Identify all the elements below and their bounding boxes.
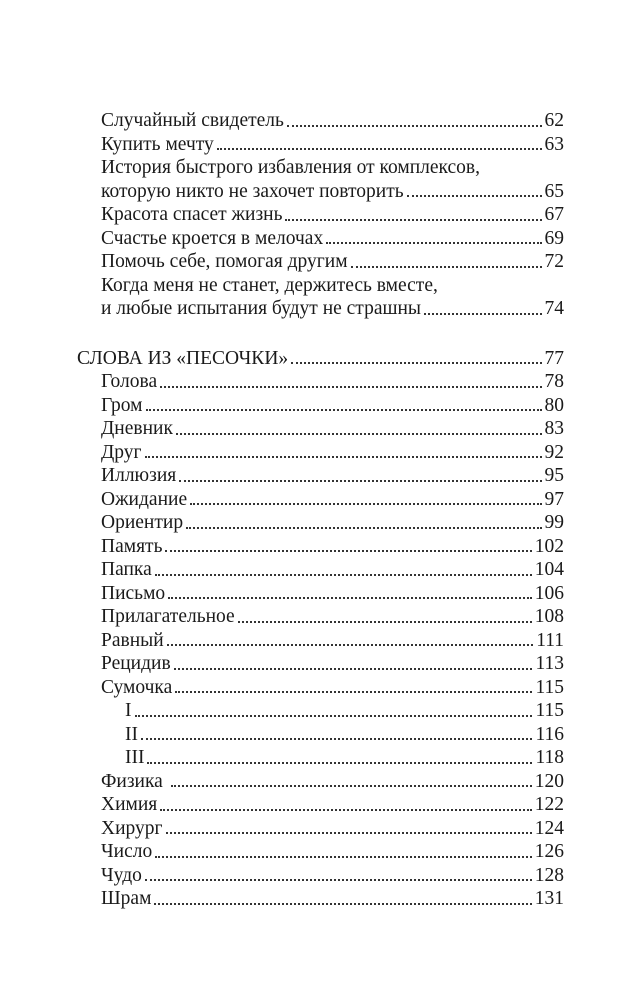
toc-entry-page: 126 xyxy=(534,841,564,862)
dot-leader xyxy=(168,597,532,599)
toc-entry-page: 122 xyxy=(534,794,564,815)
toc-entry xyxy=(0,676,564,700)
toc-entry xyxy=(0,180,564,204)
toc-entry-title: Иллюзия xyxy=(101,465,177,486)
toc-entry-title: Хирург xyxy=(101,817,163,839)
toc-subentry-page: 118 xyxy=(535,747,564,768)
toc-chapter-page: 77 xyxy=(544,347,564,369)
toc-entry-page: 92 xyxy=(544,441,564,463)
toc-entry-page: 104 xyxy=(534,559,564,580)
toc-entry-page: 62 xyxy=(544,110,564,131)
dot-leader xyxy=(326,242,541,244)
toc-entry-page: 99 xyxy=(544,512,564,533)
toc-entry xyxy=(0,652,564,676)
dot-leader xyxy=(176,433,542,435)
toc-entry xyxy=(0,488,564,512)
toc-entry-title-line1: История быстрого избавления от комплексов, xyxy=(101,157,481,178)
toc-entry-title: Голова xyxy=(101,371,158,392)
toc-entry-page: 63 xyxy=(544,133,564,155)
toc-entry xyxy=(0,464,564,488)
dot-leader xyxy=(141,738,532,740)
section-gap xyxy=(0,321,635,347)
toc-entry-title: Письмо xyxy=(101,582,166,604)
dot-leader xyxy=(160,386,541,388)
toc-subentry-title: II xyxy=(125,723,138,745)
toc-entry-page: 65 xyxy=(544,180,564,202)
toc-chapter xyxy=(0,347,564,371)
toc-entry-title: Ориентир xyxy=(101,512,184,533)
toc-entry-line1 xyxy=(0,274,564,298)
toc-entry-page: 83 xyxy=(544,418,564,439)
toc-entry-page: 113 xyxy=(535,653,564,674)
toc-subentry-page: 116 xyxy=(535,723,564,745)
dot-leader xyxy=(407,195,542,197)
dot-leader xyxy=(165,550,531,552)
dot-leader xyxy=(291,362,541,364)
dot-leader xyxy=(287,125,542,127)
dot-leader xyxy=(285,219,541,221)
toc-entry-page: 106 xyxy=(534,582,564,604)
toc-entry-page: 120 xyxy=(534,770,564,792)
toc-entry-page: 69 xyxy=(544,227,564,249)
toc-chapter-title: СЛОВА ИЗ «ПЕСОЧКИ» xyxy=(77,347,289,369)
toc-entry-title: Рецидив xyxy=(101,653,171,674)
toc-subentry-title: I xyxy=(125,700,132,721)
dot-leader xyxy=(424,313,541,315)
dot-leader xyxy=(179,480,541,482)
toc-entry xyxy=(0,582,564,606)
toc-entry xyxy=(0,511,564,535)
toc-entry-line1 xyxy=(0,156,564,180)
dot-leader xyxy=(167,644,534,646)
toc-entry xyxy=(0,864,564,888)
toc-entry xyxy=(0,109,564,133)
dot-leader xyxy=(166,832,532,834)
toc-entry-title: Помочь себе, помогая другим xyxy=(101,251,348,272)
toc-entry-page: 128 xyxy=(534,864,564,886)
dot-leader xyxy=(145,879,532,881)
toc-entry-title: Красота спасет жизнь xyxy=(101,204,283,225)
toc-entry-page: 95 xyxy=(544,465,564,486)
toc-entry-page: 74 xyxy=(544,298,564,319)
toc-entry-title: Сумочка xyxy=(101,676,173,698)
dot-leader xyxy=(160,809,531,811)
toc-entry xyxy=(0,203,564,227)
toc-entry xyxy=(0,227,564,251)
toc-entry-title: Число xyxy=(101,841,153,862)
toc-entry xyxy=(0,887,564,911)
toc-entry-title: Друг xyxy=(101,441,142,463)
toc-entry xyxy=(0,840,564,864)
toc-subentry xyxy=(0,723,564,747)
toc-entry-title: и любые испытания будут не страшны xyxy=(101,298,422,319)
toc-entry-title: Прилагательное xyxy=(101,606,235,627)
toc-entry-title: Ожидание xyxy=(101,488,188,510)
toc-entry-title: Папка xyxy=(101,559,152,580)
dot-leader xyxy=(155,574,532,576)
toc-entry xyxy=(0,417,564,441)
dot-leader xyxy=(186,527,541,529)
toc-entry xyxy=(0,133,564,157)
dot-leader xyxy=(190,503,541,505)
toc-entry-page: 111 xyxy=(536,629,564,651)
toc-entry xyxy=(0,441,564,465)
dot-leader xyxy=(154,903,531,905)
toc-entry-page: 124 xyxy=(534,817,564,839)
toc-entry-title-line1: Когда меня не станет, держитесь вместе, xyxy=(101,274,438,296)
toc-entry-page: 97 xyxy=(544,488,564,510)
toc-entry-title: Шрам xyxy=(101,888,152,909)
toc-entry xyxy=(0,297,564,321)
toc-entry xyxy=(0,394,564,418)
toc-entry xyxy=(0,370,564,394)
toc-entry xyxy=(0,629,564,653)
toc-entry-page: 115 xyxy=(535,676,564,698)
toc-subentry-title: III xyxy=(125,747,145,768)
toc-subentry xyxy=(0,746,564,770)
toc-entry-title: Дневник xyxy=(101,418,173,439)
toc-entry-title: Гром xyxy=(101,394,143,416)
toc-entry xyxy=(0,793,564,817)
table-of-contents xyxy=(0,109,635,911)
toc-entry-page: 72 xyxy=(544,251,564,272)
dot-leader xyxy=(146,409,542,411)
toc-entry-page: 131 xyxy=(534,888,564,909)
dot-leader xyxy=(351,266,542,268)
toc-entry-title: Химия xyxy=(101,794,158,815)
toc-entry-title: Чудо xyxy=(101,864,142,886)
dot-leader xyxy=(217,148,542,150)
dot-leader xyxy=(171,785,532,787)
dot-leader xyxy=(155,856,532,858)
toc-entry xyxy=(0,558,564,582)
dot-leader xyxy=(238,621,532,623)
toc-entry xyxy=(0,770,564,794)
toc-entry-page: 108 xyxy=(534,606,564,627)
dot-leader xyxy=(175,691,532,693)
toc-entry-page: 78 xyxy=(544,371,564,392)
toc-entry-title: Купить мечту xyxy=(101,133,214,155)
toc-entry xyxy=(0,535,564,559)
toc-entry-title: Равный xyxy=(101,629,164,651)
toc-entry xyxy=(0,817,564,841)
toc-subentry xyxy=(0,699,564,723)
toc-entry xyxy=(0,605,564,629)
toc-entry-title: Счастье кроется в мелочах xyxy=(101,227,324,249)
toc-entry-page: 67 xyxy=(544,204,564,225)
toc-entry-page: 80 xyxy=(544,394,564,416)
toc-entry-page: 102 xyxy=(534,535,564,557)
toc-entry-title: Случайный свидетель xyxy=(101,110,284,131)
dot-leader xyxy=(174,668,533,670)
dot-leader xyxy=(145,456,542,458)
toc-subentry-page: 115 xyxy=(535,700,564,721)
toc-entry xyxy=(0,250,564,274)
dot-leader xyxy=(147,762,532,764)
toc-entry-title: которую никто не захочет повторить xyxy=(101,180,404,202)
toc-entry-title: Физика xyxy=(101,770,168,792)
toc-entry-title: Память xyxy=(101,535,163,557)
dot-leader xyxy=(135,715,533,717)
